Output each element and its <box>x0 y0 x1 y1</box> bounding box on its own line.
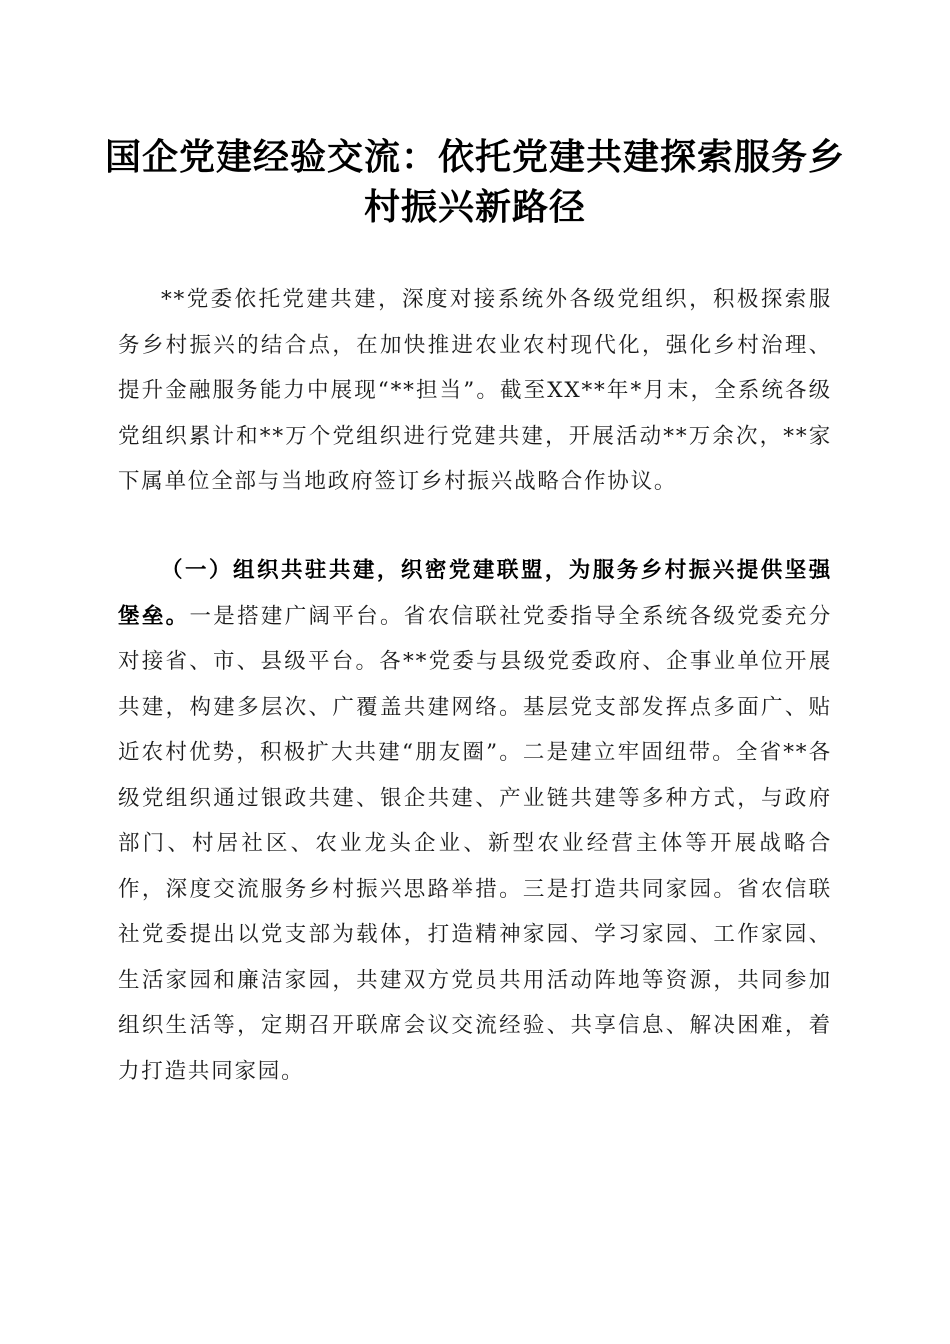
section-one-body: 一是搭建广阔平台。省农信联社党委指导全系统各级党委充分对接省、市、县级平台。各**党委与县级党委政府、企事业单位开展共建，构建多层次、广覆盖共建网络。基层党支部发挥点多面广、贴近农村优势，积极扩大共建“朋友圈”。二是建立牢固纽带。全省**各级党组织通过银政共建、银企共建、产业链共建等多种方式，与政府部门、村居社区、农业龙头企业、新型农业经营主体等开展战略合作，深度交流服务乡村振兴思路举措。三是打造共同家园。省农信联社党委提出以党支部为载体，打造精神家园、学习家园、工作家园、生活家园和廉洁家园，共建双方党员共用活动阵地等资源，共同参加组织生活等，定期召开联席会议交流经验、共享信息、解决困难，着力打造共同家园。 <box>118 603 832 1084</box>
paragraph-section-one <box>118 548 832 1094</box>
section-one-heading: （一）组织共驻共建，织密党建联盟，为服务乡村振兴提供坚强堡垒。 <box>118 558 832 629</box>
paragraph-intro <box>118 277 832 505</box>
document-title: 国企党建经验交流：依托党建共建探索服务乡村振兴新路径 <box>104 136 845 228</box>
paragraph-intro-text: **党委依托党建共建，深度对接系统外各级党组织，积极探索服务乡村振兴的结合点，在加快推进农业农村现代化，强化乡村治理、提升金融服务能力中展现“**担当”。截至XX**年*月末，全系统各级党组织累计和**万个党组织进行党建共建，开展活动**万余次，**家下属单位全部与当地政府签订乡村振兴战略合作协议。 <box>118 287 832 494</box>
